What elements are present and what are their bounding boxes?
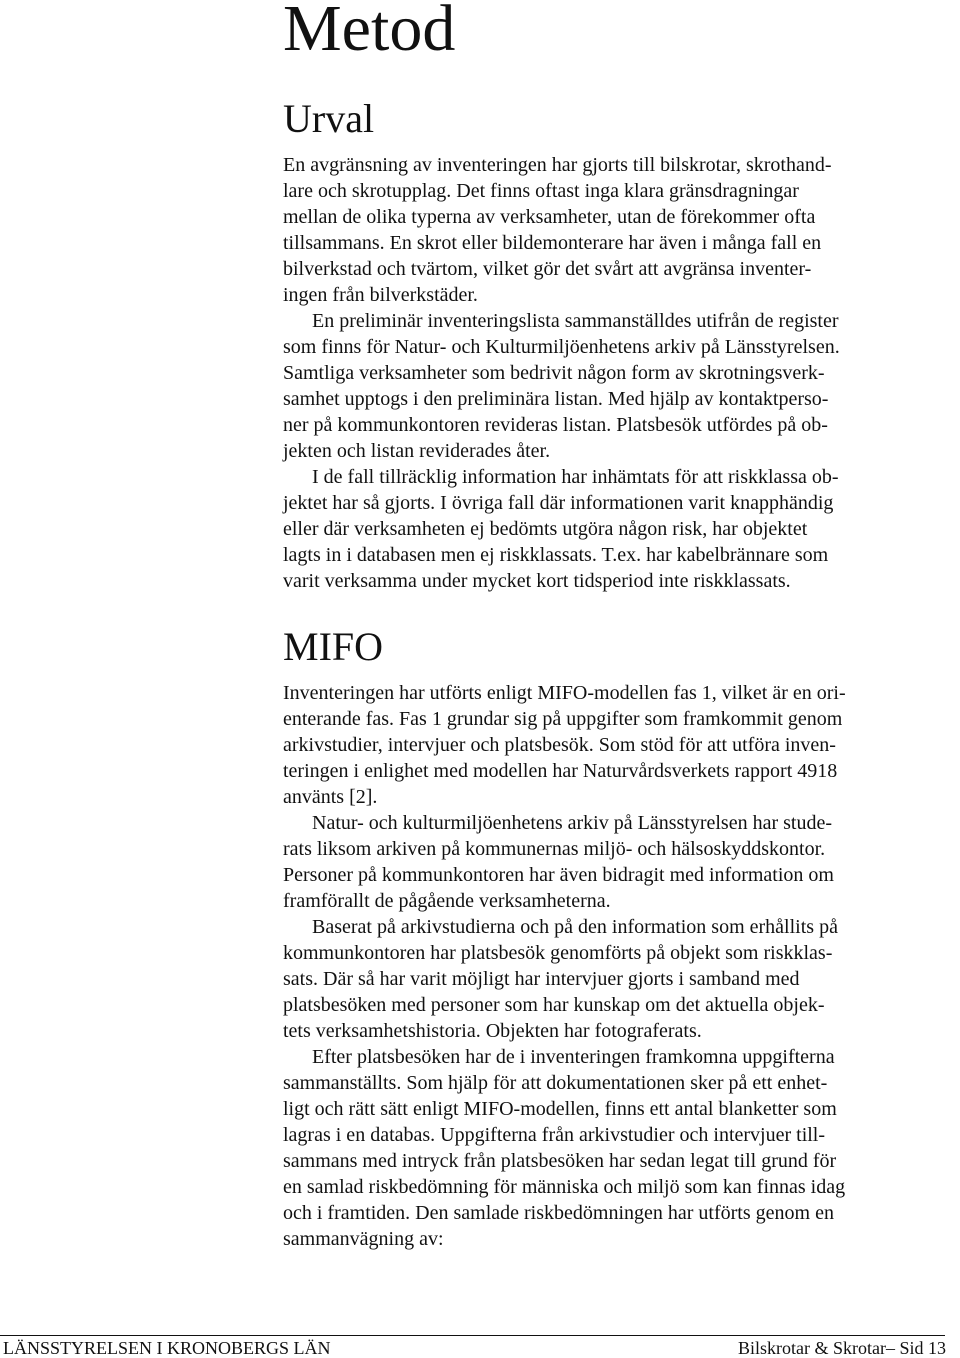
text-line: lare och skrotupplag. Det finns oftast inga klara gränsdragningar	[283, 180, 799, 202]
footer-organization: LÄNSSTYRELSEN I KRONOBERGS LÄN	[3, 1338, 331, 1358]
text-line: lagras i en databas. Uppgifterna från arkivstudier och intervjuer till-	[283, 1124, 826, 1146]
text-line: tillsammans. En skrot eller bildemonterare har även i många fall en	[283, 232, 822, 254]
text-line: och i framtiden. Den samlade riskbedömningen har utförts genom en	[283, 1202, 834, 1224]
footer-page-info: Bilskrotar & Skrotar– Sid 13	[738, 1338, 946, 1358]
text-line: enterande fas. Fas 1 grundar sig på uppgifter som framkommit genom	[283, 708, 843, 730]
text-line: som finns för Natur- och Kulturmiljöenhetens arkiv på Länsstyrelsen.	[283, 336, 840, 358]
text-line: En preliminär inventeringslista sammanställdes utifrån de register	[312, 310, 839, 332]
text-line: I de fall tillräcklig information har inhämtats för att riskklassa ob-	[312, 466, 839, 488]
text-line: tets verksamhetshistoria. Objekten har fotograferats.	[283, 1020, 702, 1042]
text-line: kommunkontoren har platsbesök genomförts på objekt som riskklas-	[283, 942, 833, 964]
text-line: eller där verksamheten ej bedömts utgöra någon risk, har objektet	[283, 518, 808, 540]
text-line: teringen i enlighet med modellen har Naturvårdsverkets rapport 4918	[283, 760, 838, 782]
text-line: Efter platsbesöken har de i inventeringen framkomna uppgifterna	[312, 1046, 835, 1068]
text-line: Samtliga verksamheter som bedrivit någon form av skrotningsverk-	[283, 362, 825, 384]
text-line: sammanställts. Som hjälp för att dokumentationen sker på ett enhet-	[283, 1072, 828, 1094]
text-line: framförallt de pågående verksamheterna.	[283, 890, 611, 912]
section-heading-mifo: MIFO	[283, 624, 384, 669]
text-line: mellan de olika typerna av verksamheter, utan de förekommer ofta	[283, 206, 816, 228]
text-line: Baserat på arkivstudierna och på den information som erhållits på	[312, 916, 838, 938]
text-line: bilverkstad och tvärtom, vilket gör det svårt att avgränsa inventer-	[283, 258, 812, 280]
text-line: lagts in i databasen men ej riskklassats. T.ex. har kabelbrännare som	[283, 544, 829, 566]
text-line: platsbesöken med personer som har kunskap om det aktuella objek-	[283, 994, 825, 1016]
text-line: sammans med intryck från platsbesöken har sedan legat till grund för	[283, 1150, 837, 1172]
text-line: En avgränsning av inventeringen har gjorts till bilskrotar, skrothand-	[283, 154, 832, 176]
footer-divider	[0, 1335, 945, 1336]
text-line: rats liksom arkiven på kommunernas miljö- och hälsoskyddskontor.	[283, 838, 826, 860]
text-line: Personer på kommunkontoren har även bidragit med information om	[283, 864, 834, 886]
text-line: samhet upptogs i den preliminära listan. Med hjälp av kontaktperso-	[283, 388, 829, 410]
page-title: Metod	[283, 0, 456, 65]
text-line: ner på kommunkontoren revideras listan. Platsbesök utfördes på ob-	[283, 414, 828, 436]
text-line: ingen från bilverkstäder.	[283, 284, 478, 306]
text-line: sats. Där så har varit möjligt har intervjuer gjorts i samband med	[283, 968, 800, 990]
section-heading-urval: Urval	[283, 96, 375, 141]
text-line: jektet har så gjorts. I övriga fall där informationen varit knapphändig	[283, 492, 834, 514]
text-line: arkivstudier, intervjuer och platsbesök. Som stöd för att utföra inven-	[283, 734, 836, 756]
text-line: använts [2].	[283, 786, 378, 808]
text-line: varit verksamma under mycket kort tidsperiod inte riskklassats.	[283, 570, 791, 592]
text-line: jekten och listan reviderades åter.	[283, 440, 551, 462]
text-line: Natur- och kulturmiljöenhetens arkiv på Länsstyrelsen har stude-	[312, 812, 832, 834]
text-line: ligt och rätt sätt enligt MIFO-modellen, finns ett antal blanketter som	[283, 1098, 837, 1120]
text-line: Inventeringen har utförts enligt MIFO-modellen fas 1, vilket är en ori-	[283, 682, 846, 704]
text-line: en samlad riskbedömning för människa och miljö som kan finnas idag	[283, 1176, 846, 1198]
text-line: sammanvägning av:	[283, 1228, 444, 1250]
